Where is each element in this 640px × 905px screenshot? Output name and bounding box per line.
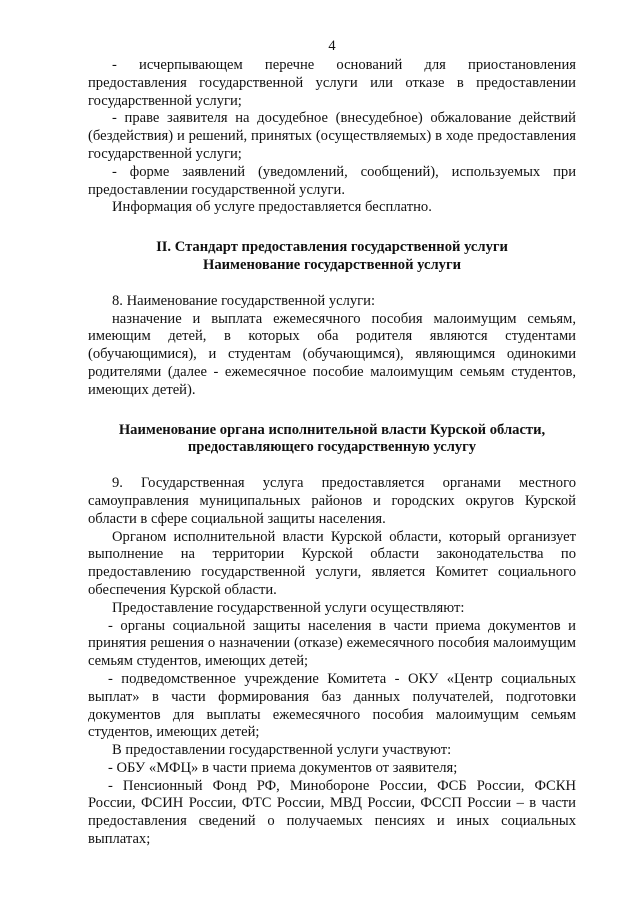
organ-heading-line1: Наименование органа исполнительной власти Курской области, — [118, 421, 546, 438]
item-8-label: 8. Наименование государственной услуги: — [112, 292, 376, 309]
participant-item-mfc: - ОБУ «МФЦ» в части приема документов от заявителя; — [108, 759, 458, 776]
participant-item-agencies: - Пенсионный Фонд РФ, Минобороне России, ФСБ России, ФСКН России, ФСИН России, ФТС России, МВД России, ФССП России – в части предоставления сведений о получаемых пенсиях и иных социальных выплатах; — [88, 777, 576, 848]
provider-item-social-protection: - органы социальной защиты населения в части приема документов и принятия решения о назначении (отказе) ежемесячного пособия малоимущим семьям студентов, имеющих детей; — [88, 617, 576, 670]
section-2-heading — [88, 239, 576, 275]
participants-intro: В предоставлении государственной услуги участвуют: — [112, 742, 452, 759]
item-8-text: назначение и выплата ежемесячного пособия малоимущим семьям, имеющим детей, в которых оба родителя являются студентами (обучающимися), и студентам (обучающимся), являющимся одинокими родителями (далее - ежемесячное пособие малоимущим семьям студентов, имеющих детей). — [88, 310, 576, 398]
section-2-heading-line1: II. Стандарт предоставления государственной услуги — [156, 239, 508, 256]
provider-item-payment-center: - подведомственное учреждение Комитета - ОКУ «Центр социальных выплат» в части формирования баз данных получателей, подготовки документов для выплаты ежемесячного пособия малоимущим семьям студентов, имеющих детей; — [88, 670, 576, 741]
organ-text: Органом исполнительной власти Курской области, который организует выполнение на территории Курской области законодательства по предоставлению государственной услуги, является Комитет социального обеспечения Курской области. — [88, 528, 576, 598]
page-number: 4 — [328, 38, 336, 54]
list-item-grounds: - исчерпывающем перечне оснований для приостановления предоставления государственной услуги или отказе в предоставлении государственной услуги; — [88, 57, 576, 109]
section-2-heading-line2: Наименование государственной услуги — [203, 256, 461, 273]
organ-heading-line2: предоставляющего государственную услугу — [187, 439, 477, 456]
free-info-text: Информация об услуге предоставляется бесплатно. — [112, 199, 432, 216]
item-9-text: 9. Государственная услуга предоставляется органами местного самоуправления муниципальных районов и городских округов Курской области в сфере социальной защиты населения. — [88, 475, 576, 527]
providers-intro: Предоставление государственной услуги осуществляют: — [112, 599, 465, 616]
list-item-forms: - форме заявлений (уведомлений, сообщений), используемых при предоставлении государственной услуги. — [88, 163, 576, 198]
list-item-appeal: - праве заявителя на досудебное (внесудебное) обжалование действий (бездействия) и решений, принятых (осуществляемых) в ходе предоставления государственной услуги; — [88, 110, 576, 162]
organ-heading — [88, 422, 576, 458]
